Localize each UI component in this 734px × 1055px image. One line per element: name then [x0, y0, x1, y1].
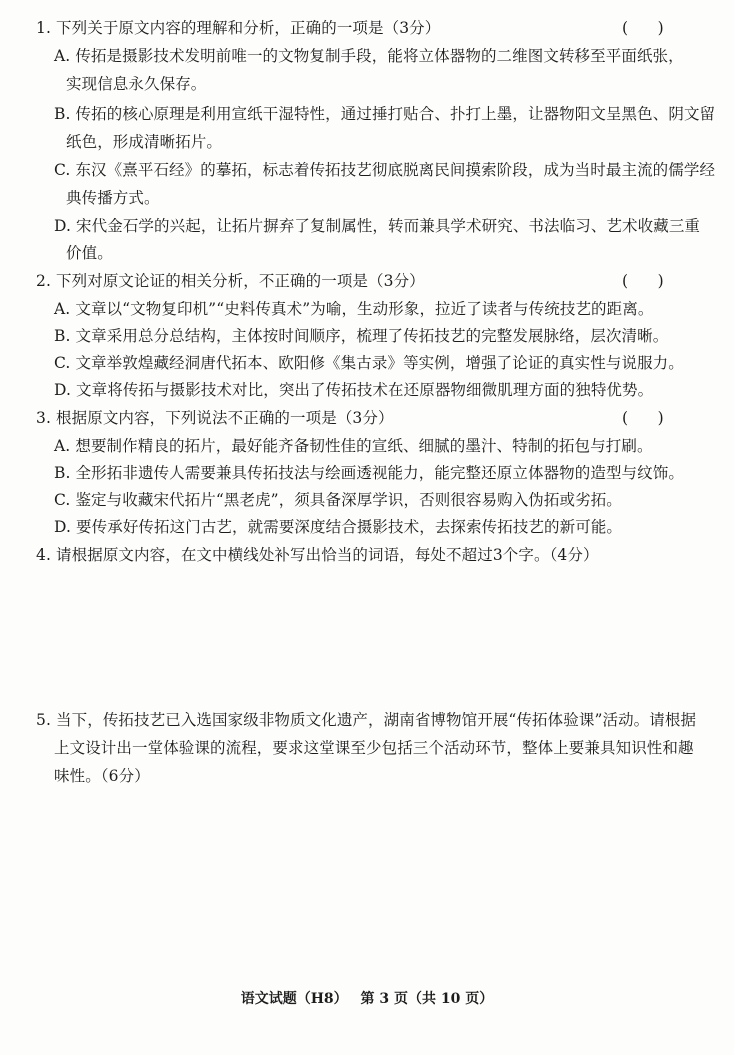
q3-option-b: B. 全形拓非遗传人需要兼具传拓技法与绘画透视能力，能完整还原立体器物的造型与纹饰。 [54, 464, 684, 482]
q1-option-a-line2: 实现信息永久保存。 [66, 75, 207, 93]
footer-page-number: 第 3 页（共 10 页） [360, 991, 494, 1007]
q2-stem: 2. 下列对原文论证的相关分析，不正确的一项是（3分） [36, 272, 425, 290]
q3-option-c: C. 鉴定与收藏宋代拓片“黑老虎”，须具备深厚学识，否则很容易购入伪拓或劣拓。 [54, 491, 622, 509]
q1-answer-bracket: ( ) [622, 19, 664, 37]
q2-option-a: A. 文章以“文物复印机”“史料传真术”为喻，生动形象，拉近了读者与传统技艺的距离。 [54, 300, 654, 318]
footer-subject: 语文试题（H8） [240, 991, 348, 1007]
q2-option-b: B. 文章采用总分总结构，主体按时间顺序，梳理了传拓技艺的完整发展脉络，层次清晰。 [54, 327, 669, 345]
q1-option-a-line1: A. 传拓是摄影技术发明前唯一的文物复制手段，能将立体器物的二维图文转移至平面纸张， [54, 47, 684, 65]
q4-stem: 4. 请根据原文内容，在文中横线处补写出恰当的词语，每处不超过3个字。（4分） [36, 546, 599, 564]
q2-option-d: D. 文章将传拓与摄影技术对比，突出了传拓技术在还原器物细微肌理方面的独特优势。 [54, 381, 654, 399]
q2-option-c: C. 文章举敦煌藏经洞唐代拓本、欧阳修《集古录》等实例，增强了论证的真实性与说服力。 [54, 354, 684, 372]
q1-option-c-line2: 典传播方式。 [66, 189, 160, 207]
q3-answer-bracket: ( ) [622, 409, 664, 427]
q3-stem: 3. 根据原文内容，下列说法不正确的一项是（3分） [36, 409, 394, 427]
page-footer [0, 990, 734, 1008]
q2-answer-bracket: ( ) [622, 272, 664, 290]
q1-option-d-line2: 价值。 [66, 244, 113, 262]
q1-option-b-line2: 纸色，形成清晰拓片。 [66, 133, 223, 151]
q1-option-b-line1: B. 传拓的核心原理是利用宣纸干湿特性，通过捶打贴合、扑打上墨，让器物阳文呈黑色、阴文留 [54, 105, 716, 123]
q3-option-a: A. 想要制作精良的拓片，最好能齐备韧性佳的宣纸、细腻的墨汁、特制的拓包与打刷。 [54, 437, 653, 455]
q5-stem: 5. 当下，传拓技艺已入选国家级非物质文化遗产，湖南省博物馆开展“传拓体验课”活动。请根据 [36, 711, 697, 729]
q1-option-c-line1: C. 东汉《熹平石经》的摹拓，标志着传拓技艺彻底脱离民间摸索阶段，成为当时最主流的儒学经 [54, 161, 716, 179]
q5-stem-line2: 上文设计出一堂体验课的流程，要求这堂课至少包括三个活动环节，整体上要兼具知识性和趣 [54, 739, 694, 757]
q1-option-d-line1: D. 宋代金石学的兴起，让拓片摒弃了复制属性，转而兼具学术研究、书法临习、艺术收藏三重 [54, 217, 701, 235]
q3-option-d: D. 要传承好传拓这门古艺，就需要深度结合摄影技术，去探索传拓技艺的新可能。 [54, 518, 623, 536]
q5-stem-line3: 味性。（6分） [54, 767, 150, 785]
q1-stem: 1. 下列关于原文内容的理解和分析，正确的一项是（3分） [36, 19, 441, 37]
